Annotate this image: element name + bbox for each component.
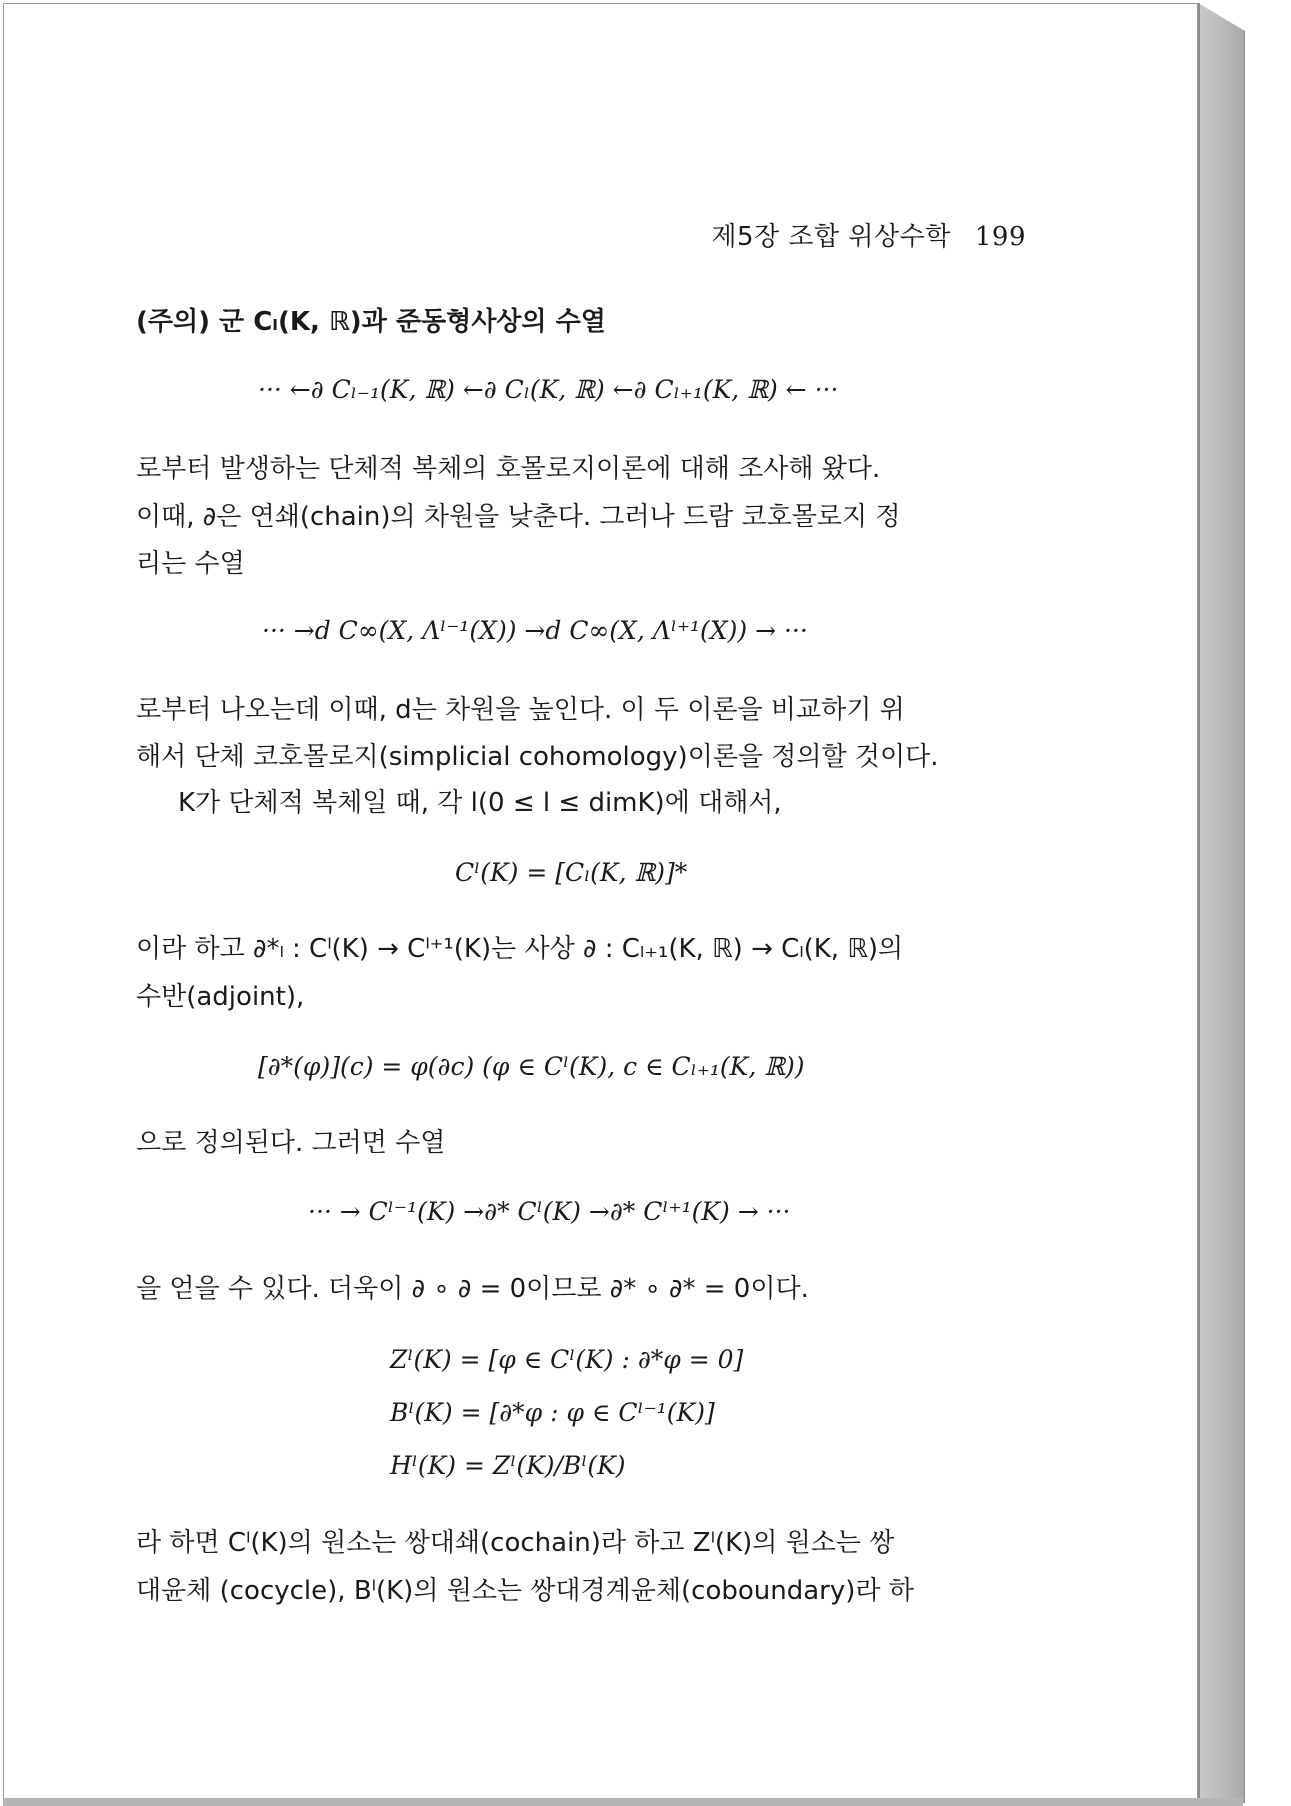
text-line-10: 으로 정의된다. 그러면 수열 — [136, 1128, 446, 1158]
equation-de-rham: ··· →d C∞(X, Λˡ⁻¹(X)) →d C∞(X, Λˡ⁺¹(X)) → ··· — [262, 616, 808, 645]
text-line-5: 로부터 나오는데 이때, d는 차원을 높인다. 이 두 이론을 비교하기 위 — [136, 695, 905, 725]
text-line-2: 로부터 발생하는 단체적 복체의 호몰로지이론에 대해 조사해 왔다. — [136, 454, 881, 484]
text-line-1: (주의) 군 Cₗ(K, ℝ)과 준동형사상의 수열 — [136, 307, 606, 337]
running-head — [711, 216, 1026, 253]
equation-cochain-complex: ··· → Cˡ⁻¹(K) →∂* Cˡ(K) →∂* Cˡ⁺¹(K) → ··· — [308, 1197, 791, 1226]
text-line-6: 해서 단체 코호몰로지(simplicial cohomology)이론을 정의할 것이다. — [136, 742, 939, 772]
text-line-12: 라 하면 Cˡ(K)의 원소는 쌍대쇄(cochain)라 하고 Zˡ(K)의 원소는 쌍 — [136, 1528, 895, 1558]
equation-adjoint: [∂*(φ)](c) = φ(∂c) (φ ∈ Cˡ(K), c ∈ Cₗ₊₁(K, ℝ)) — [258, 1052, 805, 1081]
text-line-13: 대윤체 (cocycle), Bˡ(K)의 원소는 쌍대경계윤체(coboundary)라 하 — [136, 1576, 914, 1606]
page-number: 199 — [974, 222, 1026, 252]
equation-cohomology: Hˡ(K) = Zˡ(K)/Bˡ(K) — [390, 1451, 626, 1480]
equation-coboundaries: Bˡ(K) = [∂*φ : φ ∈ Cˡ⁻¹(K)] — [390, 1398, 715, 1427]
page-edge-bottom — [3, 1798, 1243, 1806]
page-edge-right — [1198, 3, 1245, 1803]
text-line-8: 이라 하고 ∂*ₗ : Cˡ(K) → Cˡ⁺¹(K)는 사상 ∂ : Cₗ₊₁(K, ℝ) → Cₗ(K, ℝ)의 — [136, 934, 904, 964]
text-line-3: 이때, ∂은 연쇄(chain)의 차원을 낮춘다. 그러나 드람 코호몰로지 정 — [136, 502, 901, 532]
equation-cocycles: Zˡ(K) = [φ ∈ Cˡ(K) : ∂*φ = 0] — [390, 1345, 744, 1374]
text-line-4: 리는 수열 — [136, 549, 245, 579]
chapter-title: 제5장 조합 위상수학 — [711, 222, 951, 252]
equation-chain-complex: ··· ←∂ Cₗ₋₁(K, ℝ) ←∂ Cₗ(K, ℝ) ←∂ Cₗ₊₁(K, ℝ) ← ··· — [258, 375, 839, 404]
page-edge-line — [1198, 3, 1200, 1803]
equation-cochain-group: Cˡ(K) = [Cₗ(K, ℝ)]* — [455, 858, 688, 887]
text-line-7: K가 단체적 복체일 때, 각 l(0 ≤ l ≤ dimK)에 대해서, — [178, 788, 782, 818]
text-line-11: 을 얻을 수 있다. 더욱이 ∂ ∘ ∂ = 0이므로 ∂* ∘ ∂* = 0이다. — [136, 1274, 809, 1304]
text-line-9: 수반(adjoint), — [136, 982, 305, 1012]
